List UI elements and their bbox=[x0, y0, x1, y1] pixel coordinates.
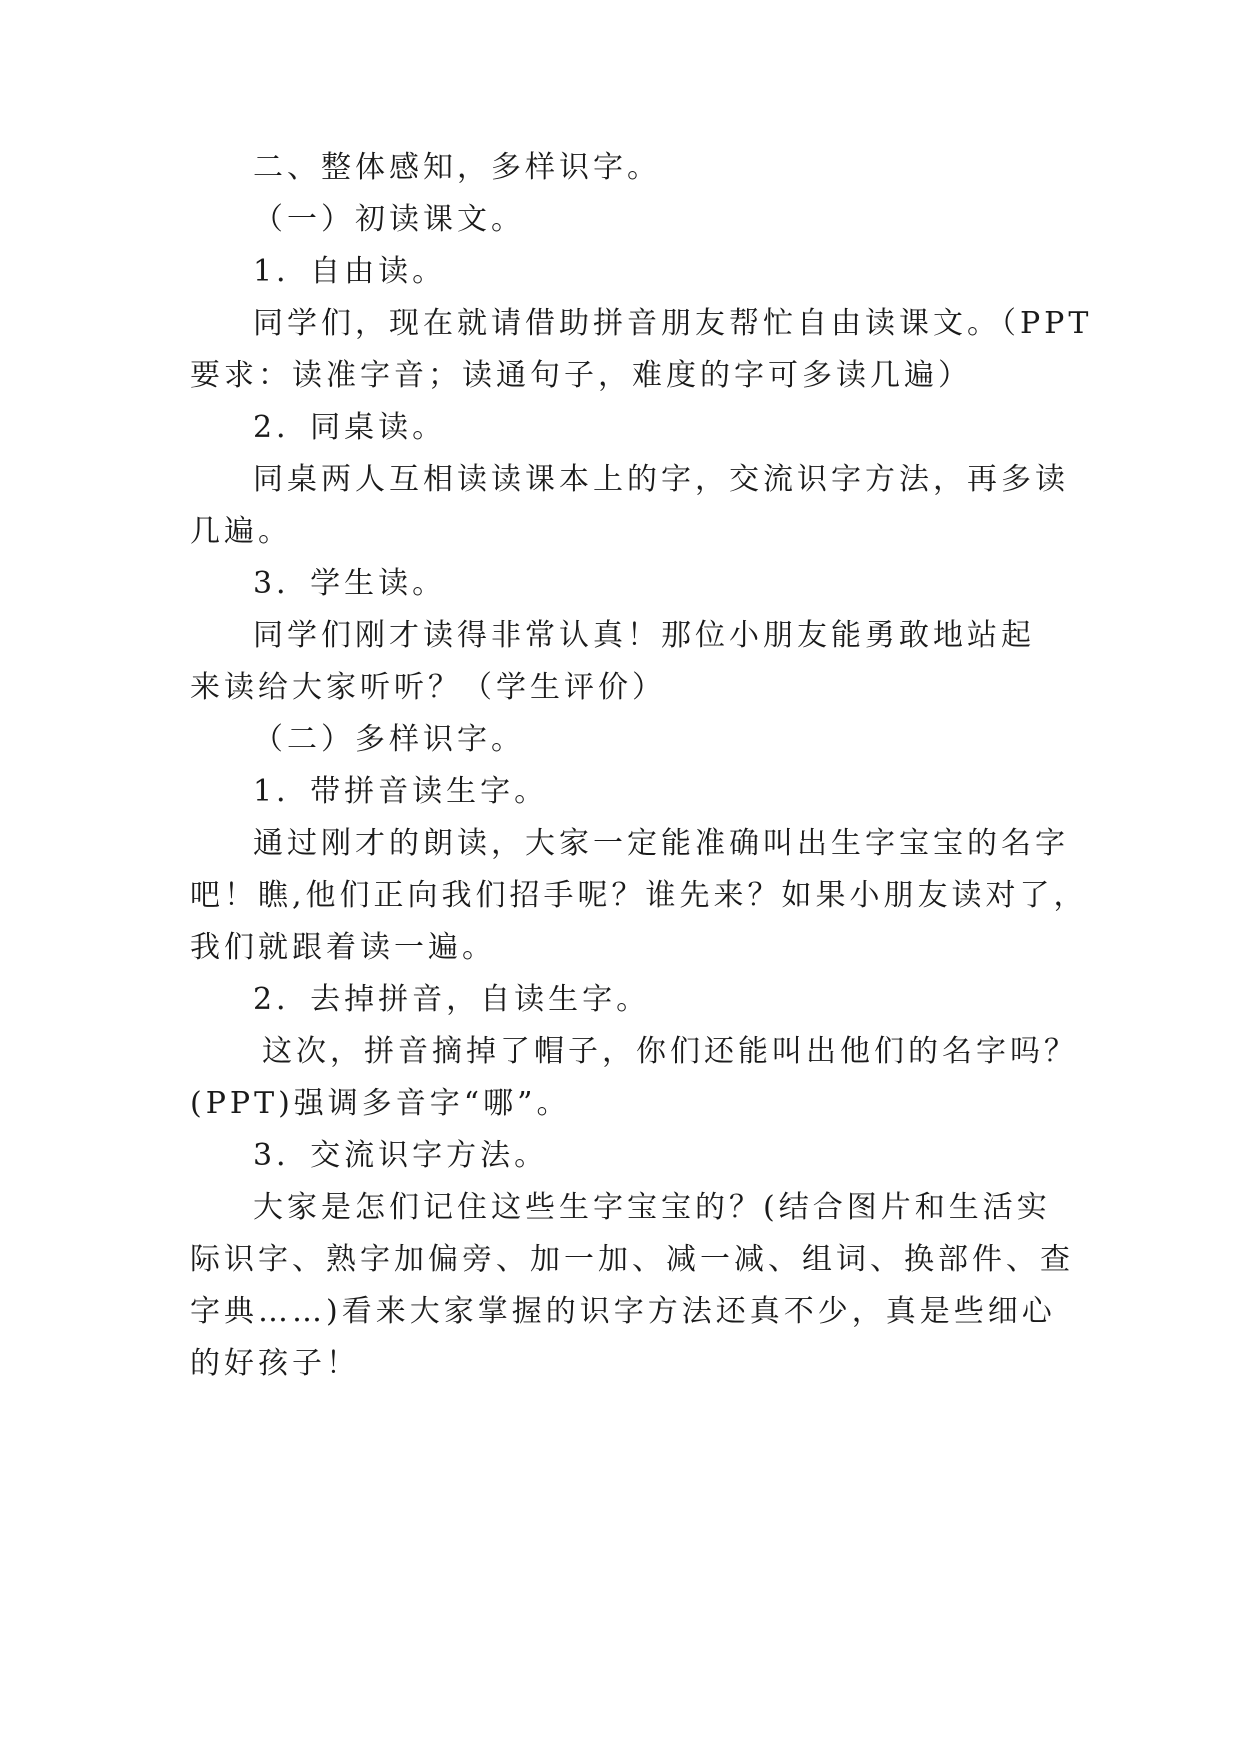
step-heading: 1．自由读。 bbox=[253, 254, 447, 289]
paragraph-line: 吧！瞧,他们正向我们招手呢？谁先来？如果小朋友读对了， bbox=[190, 878, 1088, 913]
paragraph-line: 我们就跟着读一遍。 bbox=[190, 930, 496, 965]
paragraph-line: 字典……)看来大家掌握的识字方法还真不少，真是些细心 bbox=[190, 1294, 1056, 1329]
paragraph-line: 这次，拼音摘掉了帽子，你们还能叫出他们的名字吗？ bbox=[262, 1034, 1078, 1069]
subsection-heading: （二）多样识字。 bbox=[253, 722, 525, 757]
paragraph-line: 际识字、熟字加偏旁、加一加、减一减、组词、换部件、查 bbox=[190, 1242, 1074, 1277]
paragraph-line: 的好孩子！ bbox=[190, 1346, 360, 1381]
step-heading: 3．学生读。 bbox=[253, 566, 447, 601]
paragraph-line: 大家是怎们记住这些生字宝宝的？(结合图片和生活实 bbox=[253, 1190, 1051, 1225]
paragraph-line: 几遍。 bbox=[190, 514, 292, 549]
paragraph-line: 要求：读准字音；读通句子，难度的字可多读几遍） bbox=[190, 358, 972, 393]
subsection-heading: （一）初读课文。 bbox=[253, 202, 525, 237]
step-heading: 1．带拼音读生字。 bbox=[253, 774, 549, 809]
paragraph-line: 同学们，现在就请借助拼音朋友帮忙自由读课文。（PPT bbox=[253, 306, 1093, 341]
paragraph-line: 通过刚才的朗读，大家一定能准确叫出生字宝宝的名字 bbox=[253, 826, 1069, 861]
step-heading: 2．同桌读。 bbox=[253, 410, 447, 445]
paragraph-line: 同学们刚才读得非常认真！那位小朋友能勇敢地站起 bbox=[253, 618, 1035, 653]
paragraph-line: 来读给大家听听？（学生评价） bbox=[190, 670, 666, 705]
step-heading: 2．去掉拼音，自读生字。 bbox=[253, 982, 651, 1017]
section-heading: 二、整体感知，多样识字。 bbox=[253, 150, 661, 185]
paragraph-line: (PPT)强调多音字“哪”。 bbox=[190, 1086, 571, 1121]
step-heading: 3．交流识字方法。 bbox=[253, 1138, 549, 1173]
paragraph-line: 同桌两人互相读读课本上的字，交流识字方法，再多读 bbox=[253, 462, 1069, 497]
